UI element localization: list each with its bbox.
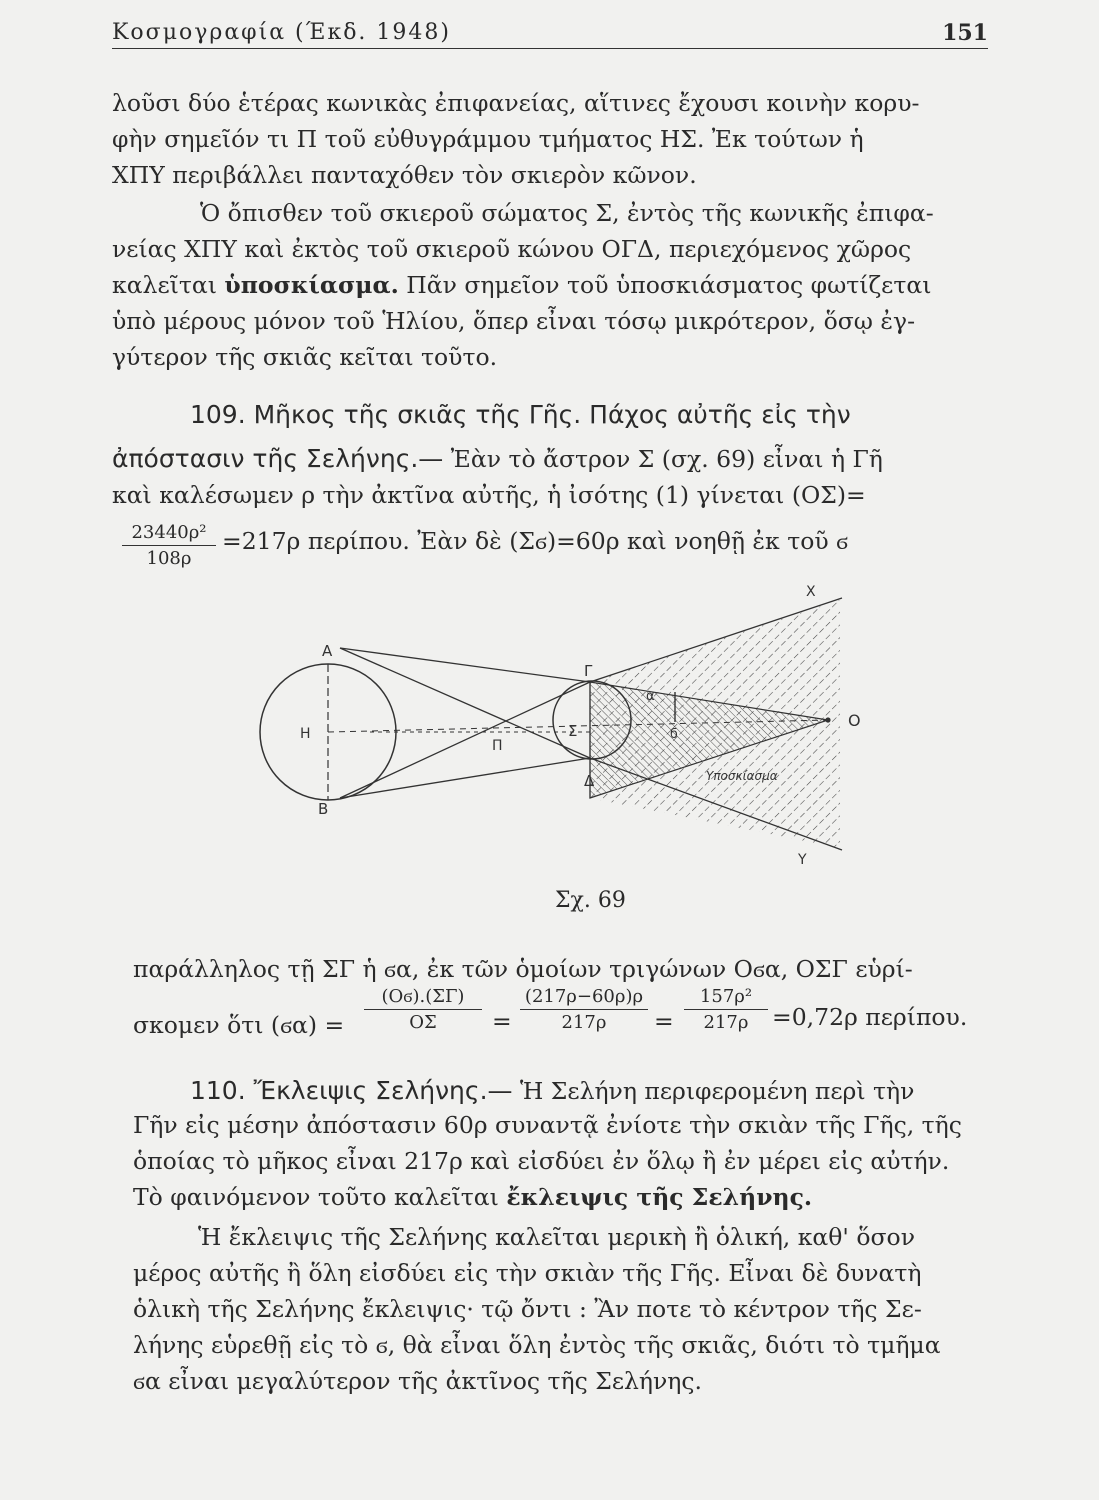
text-line: νείας ΧΠΥ καὶ ἐκτὸς τοῦ σκιεροῦ κώνου ΟΓΔ, περιεχόμενος χῶρος [112, 235, 912, 263]
text-line: =217ρ περίπου. Ἐὰν δὲ (Σϭ)=60ρ καὶ νοηθῇ ἐκ τοῦ ϭ [222, 527, 849, 555]
page-number: 151 [942, 20, 988, 46]
text-line: παράλληλος τῇ ΣΓ ἡ ϭα, ἐκ τῶν ὁμοίων τριγώνων Οϭα, ΟΣΓ εὑρί- [133, 955, 913, 983]
text-line: Γῆν εἰς μέσην ἀπόστασιν 60ρ συναντᾷ ἐνίοτε τὴν σκιὰν τῆς Γῆς, τῆς [133, 1111, 962, 1139]
text-line: ΧΠΥ περιβάλλει πανταχόθεν τὸν σκιερὸν κῶνον. [112, 161, 697, 189]
text-line: φὴν σημεῖόν τι Π τοῦ εὐθυγράμμου τμήματος ΗΣ. Ἐκ τούτων ἡ [112, 125, 864, 153]
running-title: Κοσμογραφία (Έκδ. 1948) [112, 20, 451, 45]
text-line: = [654, 1007, 674, 1035]
text-line: ὁποίας τὸ μῆκος εἶναι 217ρ καὶ εἰσδύει ἐν ὅλῳ ἢ ἐν μέρει εἰς αὐτήν. [133, 1147, 950, 1175]
text-line: λοῦσι δύο ἑτέρας κωνικὰς ἐπιφανείας, αἵτινες ἔχουσι κοινὴν κορυ- [112, 89, 920, 117]
text-line: 110. Ἔκλειψις Σελήνης.— Ἡ Σελήνη περιφερομένη περὶ τὴν [190, 1076, 915, 1105]
label-sigma-small: ϭ [670, 727, 678, 742]
label-S: Σ [568, 722, 578, 740]
point-O [825, 717, 830, 722]
text-line: καλεῖται ὑποσκίασμα. Πᾶν σημεῖον τοῦ ὑποσκιάσματος φωτίζεται [112, 271, 932, 299]
text-line: ἀπόστασιν τῆς Σελήνης.— Ἐὰν τὸ ἄστρον Σ (σχ. 69) εἶναι ἡ Γῆ [112, 444, 883, 473]
label-Y: Υ [798, 852, 807, 868]
label-D: Δ [584, 772, 595, 790]
label-penumbra: Υποσκίασμα [706, 769, 778, 783]
text-line: ὁλικὴ τῆς Σελήνης ἔκλειψις· τῷ ὄντι : Ἂν ποτε τὸ κέντρον τῆς Σε- [133, 1295, 922, 1323]
fraction-157: $\frac{\text{157ρ²}}{217\rho}$ [684, 988, 768, 1032]
fraction-ob-sg: (Οϭ).(ΣΓ) ΟΣ [364, 988, 482, 1032]
label-P: Π [492, 738, 503, 754]
term-hyposkiasma: ὑποσκίασμα. [224, 271, 399, 299]
label-A: Α [322, 642, 333, 660]
label-G: Γ [584, 662, 593, 680]
term-eclipse: ἔκλειψις τῆς Σελήνης. [506, 1183, 813, 1211]
text-line: λήνης εὑρεθῇ εἰς τὸ ϭ, θὰ εἶναι ὅλη ἐντὸς τῆς σκιᾶς, διότι τὸ τμῆμα [133, 1331, 941, 1359]
shadow-cone-diagram [250, 578, 870, 878]
text-line: =0,72ρ περίπου. [772, 1003, 968, 1031]
text-line: σκομεν ὅτι (ϭα) = [133, 1011, 345, 1039]
section-110-heading: 110. Ἔκλειψις Σελήνης.— [190, 1076, 513, 1105]
fraction-217-60: $\frac{(217\rho-60\rho)\rho}{217\rho}$ [520, 988, 648, 1032]
page-header [112, 18, 988, 49]
label-B: Β [318, 800, 329, 818]
text-line: Τὸ φαινόμενον τοῦτο καλεῖται ἔκλειψις τῆς Σελήνης. [133, 1183, 813, 1211]
label-O: Ο [848, 711, 861, 730]
fraction-23440: $\frac{\text{23440ρ²}}{108\rho}$ [122, 524, 216, 568]
text-line: ϭα εἶναι μεγαλύτερον τῆς ἀκτῖνος τῆς Σελήνης. [133, 1367, 702, 1395]
text-line: Ὁ ὄπισθεν τοῦ σκιεροῦ σώματος Σ, ἐντὸς τῆς κωνικῆς ἐπιφα- [200, 199, 934, 227]
text-line: Ἡ ἔκλειψις τῆς Σελήνης καλεῖται μερικὴ ἢ ὁλική, καθ' ὅσον [198, 1223, 915, 1251]
section-109-heading: 109. Μῆκος τῆς σκιᾶς τῆς Γῆς. Πάχος αὐτῆς εἰς τὴν [190, 400, 851, 429]
text-line: μέρος αὐτῆς ἢ ὅλη εἰσδύει εἰς τὴν σκιὰν τῆς Γῆς. Εἶναι δὲ δυνατὴ [133, 1259, 922, 1287]
figure-caption: Σχ. 69 [555, 888, 626, 913]
text-line: ὑπὸ μέρους μόνον τοῦ Ἡλίου, ὅπερ εἶναι τόσῳ μικρότερον, ὅσῳ ἐγ- [112, 307, 916, 335]
text-line: καὶ καλέσωμεν ρ τὴν ἀκτῖνα αὐτῆς, ἡ ἰσότης (1) γίνεται (ΟΣ)= [112, 481, 866, 509]
label-H: Η [300, 726, 311, 742]
text-line: γύτερον τῆς σκιᾶς κεῖται τοῦτο. [112, 343, 498, 371]
text-line: = [492, 1007, 512, 1035]
label-alpha: α [646, 689, 655, 704]
label-X: Χ [806, 584, 816, 600]
section-109-heading-cont: ἀπόστασιν τῆς Σελήνης.— [112, 444, 444, 473]
